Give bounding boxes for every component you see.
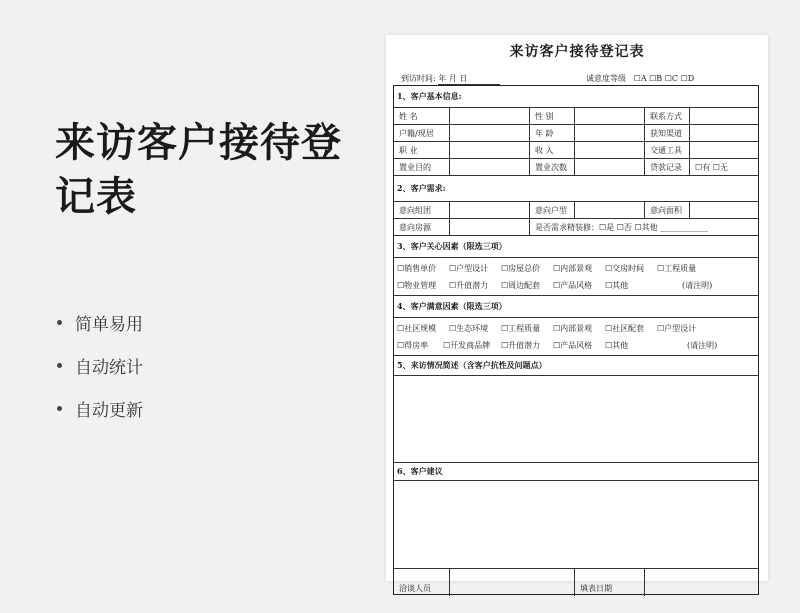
suggestions-area[interactable] (394, 481, 758, 569)
table-row: 意向房源 是否需求精装修：☐是 ☐否 ☐其他 ____________ (394, 219, 758, 236)
checkbox-option[interactable]: ☐周边配套 (501, 281, 541, 290)
checkbox-option[interactable]: ☐升值潜力 (501, 341, 541, 350)
checkbox-option[interactable]: ☐升值潜力 (449, 281, 489, 290)
form-preview-sheet[interactable] (386, 35, 768, 593)
checkbox-option[interactable]: ☐物业管理 (397, 281, 437, 290)
checkbox-option[interactable]: ☐销售单价 (397, 264, 437, 273)
section-suggestions: 6、客户建议 (394, 463, 758, 481)
section-needs: 2、客户需求: (394, 176, 758, 202)
checkbox-option[interactable]: ☐产品风格 (553, 281, 593, 290)
table-row: 姓 名 性 别 联系方式 (394, 108, 758, 125)
feature-item: 简单易用 (57, 312, 143, 333)
visit-time: 到访时间: 年 月 日 (401, 73, 500, 85)
bullet-icon (57, 320, 62, 325)
table-row: 职 业 收 入 交通工具 (394, 142, 758, 159)
checkbox-option[interactable]: ☐房屋总价 (501, 264, 541, 273)
checkbox-option[interactable]: ☐其他 (605, 281, 629, 290)
feature-list (57, 312, 143, 441)
promo-title: 来访客户接待登记表 (55, 120, 342, 220)
bullet-icon (57, 363, 62, 368)
checkbox-option[interactable]: ☐交房时间 (605, 264, 645, 273)
section-satisfaction-factors: 4、客户满意因素（限选三项） (394, 296, 758, 318)
checkbox-option[interactable]: ☐社区规模 (397, 324, 437, 333)
table-row: 户籍/现居 年 龄 获知渠道 (394, 125, 758, 142)
visit-summary-area[interactable] (394, 376, 758, 463)
checkbox-option[interactable]: ☐社区配套 (605, 324, 645, 333)
note-text: (请注明) (687, 341, 718, 350)
checkbox-group-satisfaction (394, 318, 758, 356)
section-care-factors: 3、客户关心因素（限选三项） (394, 236, 758, 258)
feature-item: 自动统计 (57, 355, 143, 376)
feature-item: 自动更新 (57, 398, 143, 419)
checkbox-option[interactable]: ☐工程质量 (657, 264, 697, 273)
checkbox-option[interactable]: ☐工程质量 (501, 324, 541, 333)
checkbox-option[interactable]: ☐户型设计 (449, 264, 489, 273)
table-row: 意向组团 意向户型 意向面积 (394, 202, 758, 219)
checkbox-option[interactable]: ☐得房率 (397, 341, 429, 350)
checkbox-option[interactable]: ☐内部景观 (553, 324, 593, 333)
checkbox-option[interactable]: ☐生态环境 (449, 324, 489, 333)
checkbox-option[interactable]: ☐内部景观 (553, 264, 593, 273)
checkbox-option[interactable]: ☐开发商品牌 (443, 341, 491, 350)
bullet-icon (57, 406, 62, 411)
table-row: 置业目的 置业次数 贷款记录 ☐有 ☐无 (394, 159, 758, 176)
registration-table (393, 85, 759, 595)
note-text: (请注明) (682, 281, 713, 290)
checkbox-option[interactable]: ☐其他 (605, 341, 629, 350)
section-visit-summary: 5、来访情况简述（含客户抗性及问题点） (394, 356, 758, 376)
intent-level: 诚意度等级 ☐A ☐B ☐C ☐D (586, 74, 695, 83)
checkbox-option[interactable]: ☐产品风格 (553, 341, 593, 350)
section-basic-info: 1、客户基本信息: (394, 86, 758, 108)
table-row: 洽谈人员 填表日期 (394, 569, 758, 596)
form-title: 来访客户接待登记表 (509, 44, 645, 60)
checkbox-option[interactable]: ☐户型设计 (657, 324, 697, 333)
checkbox-group-care (394, 258, 758, 296)
